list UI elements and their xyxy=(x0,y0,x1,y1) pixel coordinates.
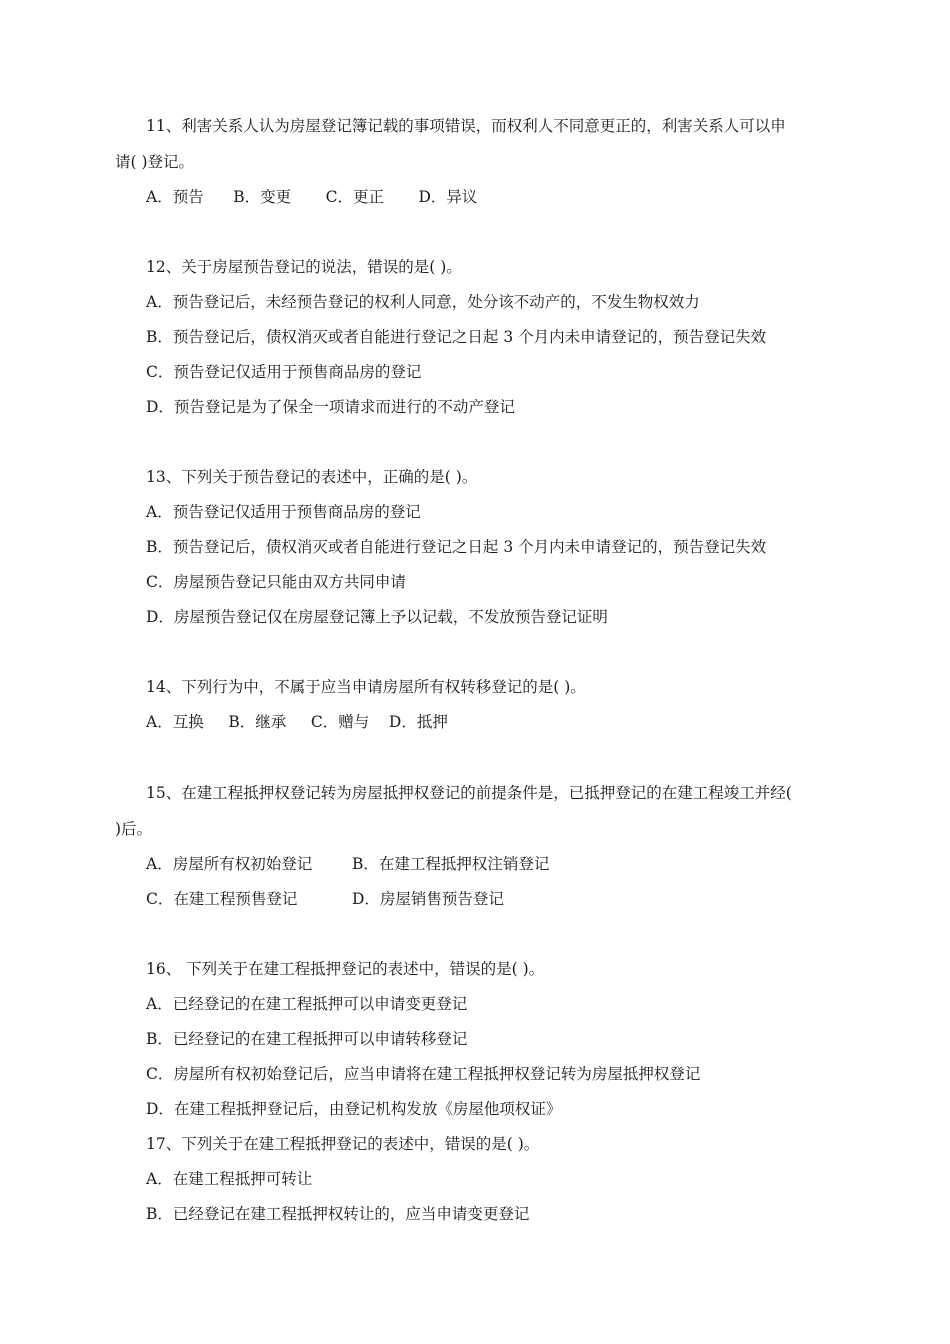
question-15-option-d: D．房屋销售预告登记 xyxy=(352,890,504,908)
question-15-option-b: B．在建工程抵押权注销登记 xyxy=(352,855,550,873)
question-12-option-b: B．预告登记后，债权消灭或者自能进行登记之日起 3 个月内未申请登记的，预告登记失效 xyxy=(146,328,767,346)
question-17-stem: 17、下列关于在建工程抵押登记的表述中，错误的是( )。 xyxy=(146,1135,540,1153)
question-15-option-a: A．房屋所有权初始登记 xyxy=(146,855,313,873)
question-16-option-a: A．已经登记的在建工程抵押可以申请变更登记 xyxy=(146,995,468,1013)
question-13-stem: 13、下列关于预告登记的表述中，正确的是( )。 xyxy=(146,468,478,486)
question-17-option-a: A．在建工程抵押可转让 xyxy=(146,1170,313,1188)
question-11-stem: 11、利害关系人认为房屋登记簿记载的事项错误，而权利人不同意更正的，利害关系人可以申 xyxy=(146,117,786,135)
question-13-option-b: B．预告登记后，债权消灭或者自能进行登记之日起 3 个月内未申请登记的，预告登记失效 xyxy=(146,538,767,556)
question-12-option-c: C．预告登记仅适用于预售商品房的登记 xyxy=(146,363,422,381)
question-14-options: A．互换 B．继承 C．赠与 D．抵押 xyxy=(146,713,448,731)
question-12-stem: 12、关于房屋预告登记的说法，错误的是( )。 xyxy=(146,258,462,276)
question-16-option-d: D．在建工程抵押登记后，由登记机构发放《房屋他项权证》 xyxy=(146,1100,562,1118)
question-13-option-c: C．房屋预告登记只能由双方共同申请 xyxy=(146,573,406,591)
question-12-option-d: D．预告登记是为了保全一项请求而进行的不动产登记 xyxy=(146,398,515,416)
question-16-option-b: B．已经登记的在建工程抵押可以申请转移登记 xyxy=(146,1030,468,1048)
question-15-option-c: C．在建工程预售登记 xyxy=(146,890,298,908)
question-14-stem: 14、下列行为中，不属于应当申请房屋所有权转移登记的是( )。 xyxy=(146,678,586,696)
question-17-option-b: B．已经登记在建工程抵押权转让的，应当申请变更登记 xyxy=(146,1205,530,1223)
question-11-options: A．预告 B．变更 C．更正 D．异议 xyxy=(146,188,478,206)
question-16-option-c: C．房屋所有权初始登记后，应当申请将在建工程抵押权登记转为房屋抵押权登记 xyxy=(146,1065,701,1083)
question-15-stem: 15、在建工程抵押权登记转为房屋抵押权登记的前提条件是，已抵押登记的在建工程竣工并经( xyxy=(146,784,792,802)
question-11-stem-continuation: 请( )登记。 xyxy=(115,153,195,171)
question-16-stem: 16、 下列关于在建工程抵押登记的表述中，错误的是( )。 xyxy=(146,960,545,978)
question-13-option-a: A．预告登记仅适用于预售商品房的登记 xyxy=(146,503,421,521)
question-15-stem-continuation: )后。 xyxy=(115,820,153,838)
question-12-option-a: A．预告登记后，未经预告登记的权利人同意，处分该不动产的，不发生物权效力 xyxy=(146,293,700,311)
question-13-option-d: D．房屋预告登记仅在房屋登记簿上予以记载，不发放预告登记证明 xyxy=(146,608,608,626)
